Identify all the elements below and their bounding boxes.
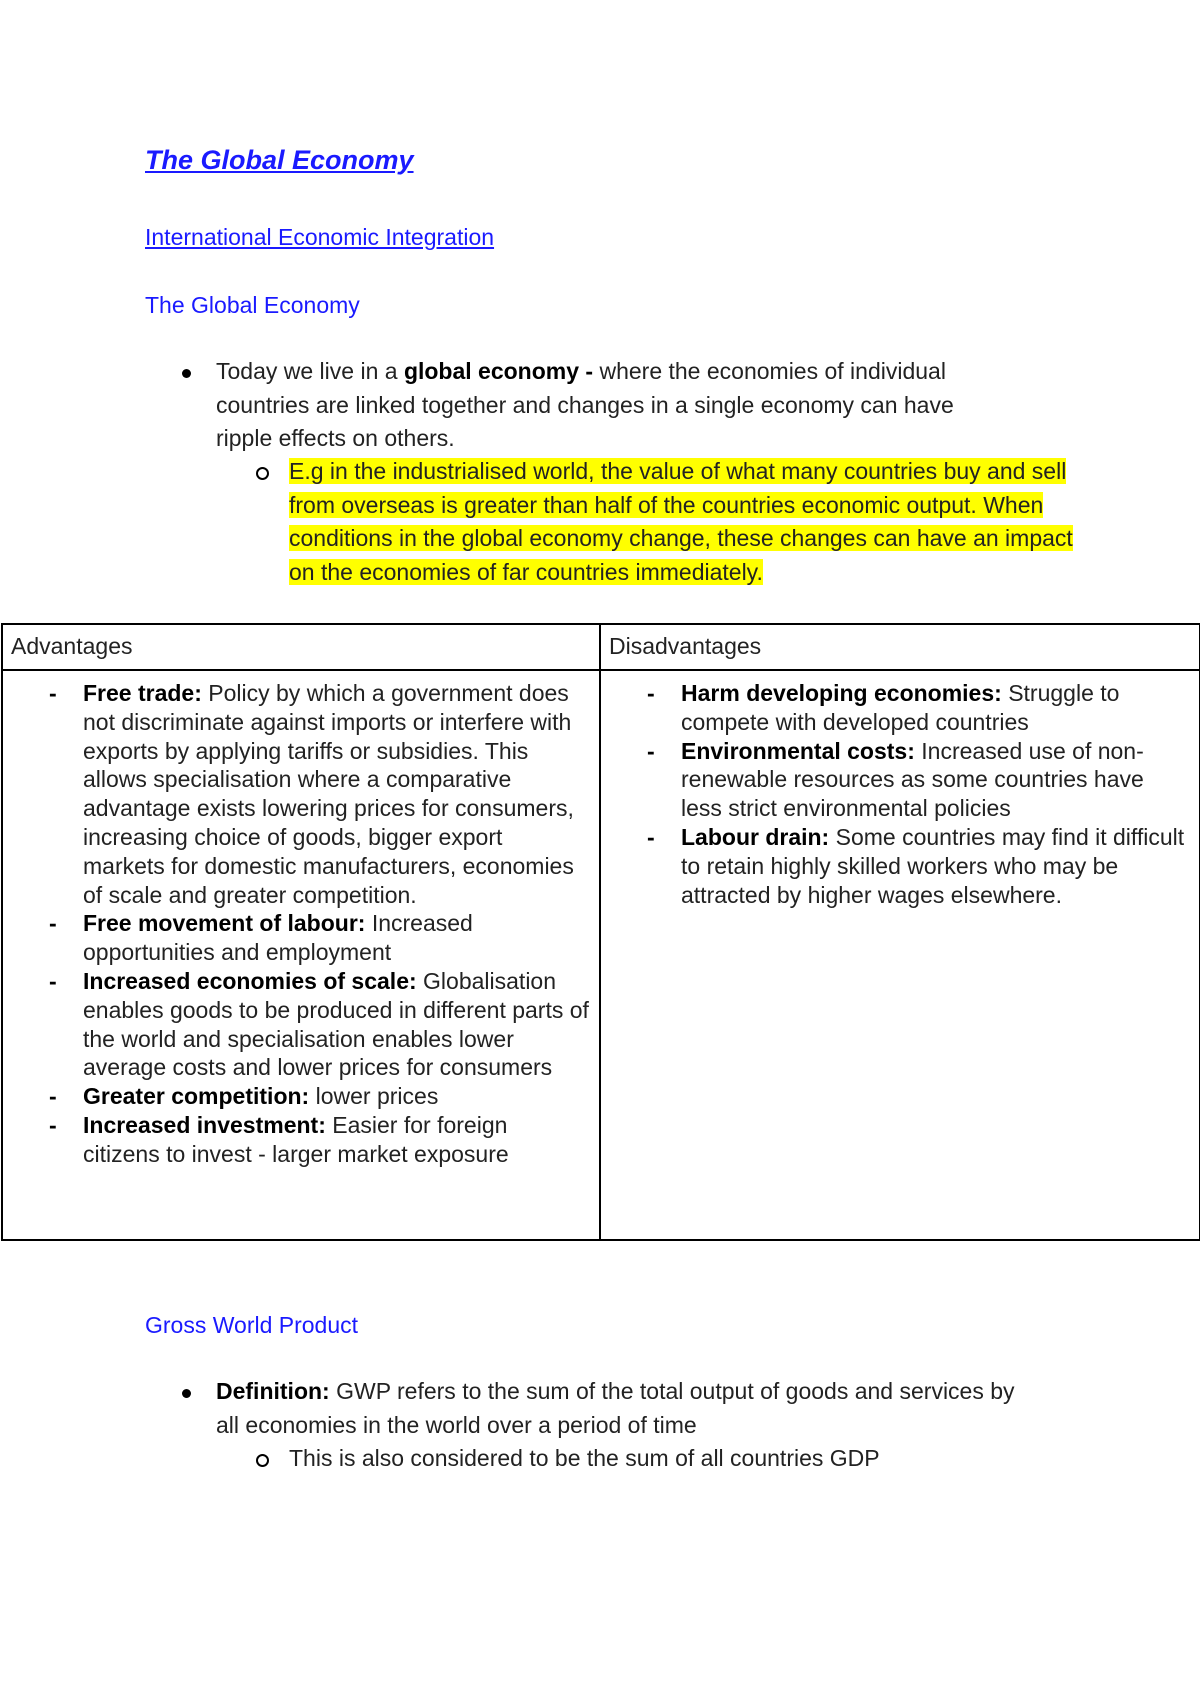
item-text: Easier for foreign citizens to invest - larger market exposure <box>83 1111 509 1167</box>
integration-link[interactable]: International Economic Integration <box>145 224 495 250</box>
bullet-text-post: where the economies of individual countries are linked together and changes in a single economy can have ripple effects on others. <box>216 358 954 451</box>
advantages-list <box>3 679 589 1169</box>
list-item <box>83 909 589 967</box>
list-item <box>83 967 589 1082</box>
item-text: lower prices <box>309 1083 439 1110</box>
section-heading-gross-world-product: Gross World Product <box>145 1312 359 1338</box>
list-item <box>83 1111 589 1169</box>
table-header-row <box>2 624 1200 670</box>
list-item <box>681 679 1189 737</box>
definition-label: Definition: <box>216 1378 330 1404</box>
item-bold: Greater competition: <box>83 1083 310 1110</box>
gwp-definition-bullet <box>216 1375 1016 1442</box>
list-item <box>83 679 589 909</box>
advantages-cell <box>2 670 600 1240</box>
section-heading-global-economy: The Global Economy <box>145 292 360 318</box>
disadvantages-cell <box>600 670 1200 1240</box>
page-title: The Global Economy <box>145 145 414 175</box>
item-bold: Environmental costs: <box>681 737 915 764</box>
item-bold: Increased investment: <box>83 1111 326 1138</box>
advantages-header: Advantages <box>2 624 600 670</box>
item-text: Increased use of non-renewable resources as some countries have less strict environmental policies <box>681 737 1144 822</box>
definition-text: GWP refers to the sum of the total output of goods and services by all economies in the world over a period of time <box>216 1378 1015 1438</box>
item-text: Struggle to compete with developed countries <box>681 680 1120 735</box>
list-item <box>83 1082 589 1111</box>
global-economy-bullet <box>216 355 1016 456</box>
table-body-row <box>2 670 1200 1240</box>
item-bold: Free movement of labour: <box>83 910 366 937</box>
highlighted-example-text: E.g in the industrialised world, the value of what many countries buy and sell from overseas is greater than half of the countries economic output. When conditions in the global economy change, these changes can have an impact on the economies of far countries immediately. <box>289 458 1073 585</box>
gwp-sub-bullet: This is also considered to be the sum of all countries GDP <box>289 1442 1079 1476</box>
item-text: Globalisation enables goods to be produced in different parts of the world and specialisation enables lower average costs and lower prices for consumers <box>83 967 589 1081</box>
item-bold: Labour drain: <box>681 823 830 850</box>
item-bold: Free trade: <box>83 680 202 706</box>
disadvantages-header: Disadvantages <box>600 624 1200 670</box>
item-bold: Harm developing economies: <box>681 680 1002 706</box>
disadvantages-list <box>601 679 1189 909</box>
item-bold: Increased economies of scale: <box>83 967 417 994</box>
list-item <box>681 823 1189 909</box>
bullet-text-bold: global economy - <box>403 358 600 384</box>
item-text: Increased opportunities and employment <box>83 910 473 966</box>
item-text: Policy by which a government does not discriminate against imports or interfere with exports by applying tariffs or subsidies. This allows specialisation where a comparative advantage exists lowering prices for consumers, increasing choice of goods, bigger export markets for domestic manufacturers, economies of scale and greater competition. <box>83 680 574 908</box>
list-item <box>681 737 1189 823</box>
advantages-disadvantages-table <box>1 623 1200 1241</box>
example-sub-bullet <box>289 455 1079 589</box>
item-text: Some countries may find it difficult to retain highly skilled workers who may be attracted by higher wages elsewhere. <box>681 823 1185 908</box>
bullet-text-pre: Today we live in a <box>216 358 404 384</box>
